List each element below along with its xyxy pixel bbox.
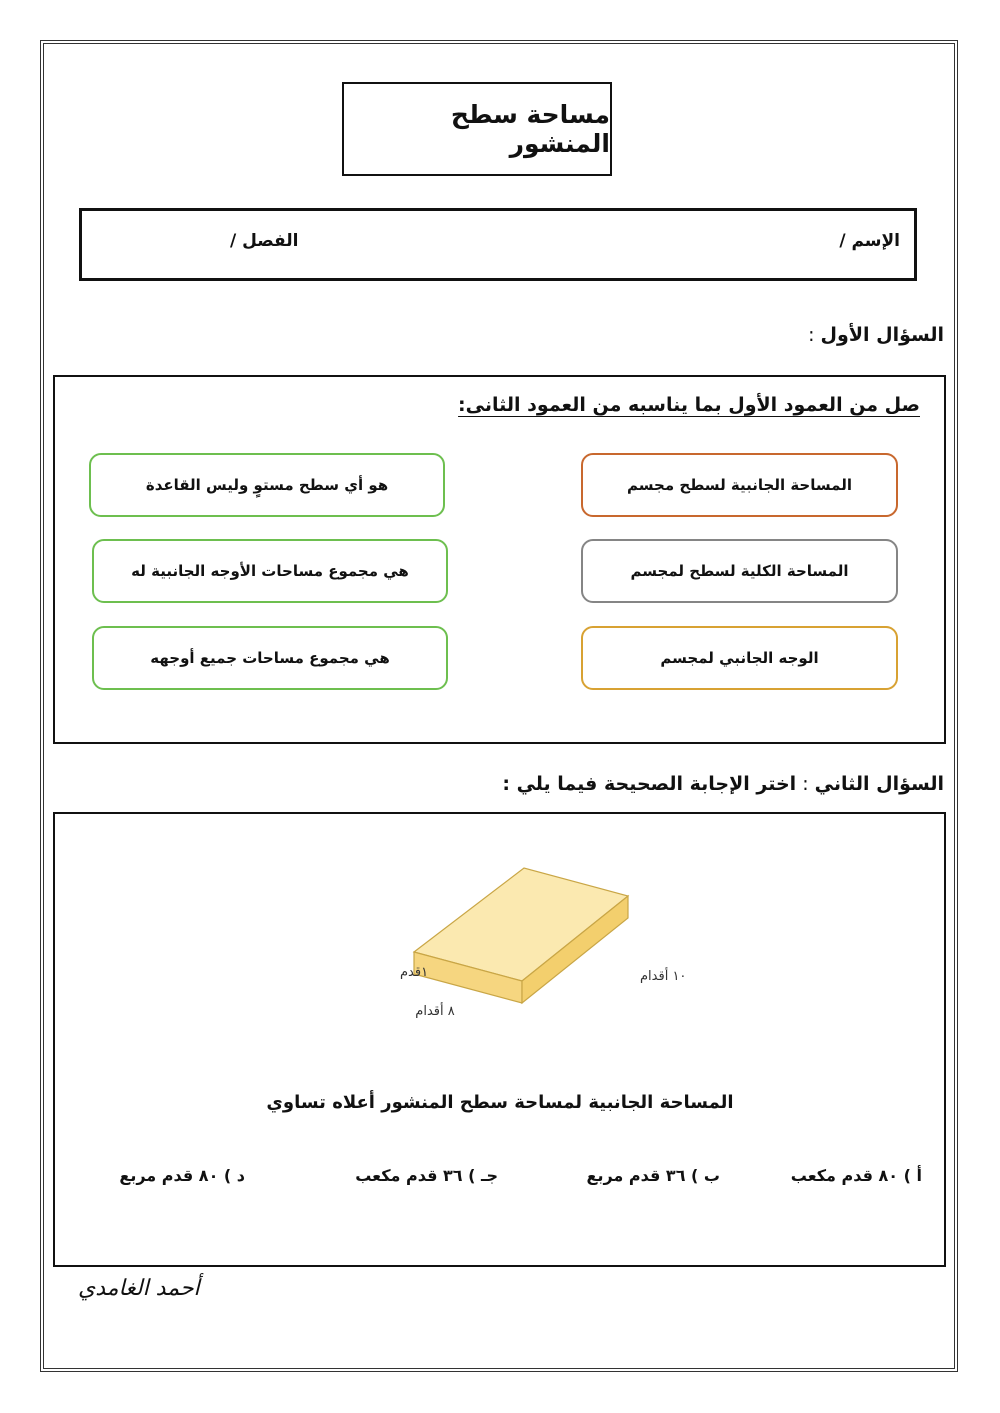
option-b[interactable] — [587, 1166, 720, 1185]
option-letter: د ) — [223, 1166, 245, 1185]
matching-instruction: صل من العمود الأول بما يناسبه من العمود الثانى: — [458, 394, 920, 416]
author-signature: أحمد الغامدي — [78, 1276, 200, 1301]
option-d[interactable] — [119, 1166, 245, 1185]
prism-height-label: ١قدم — [400, 965, 429, 980]
option-value: ٨٠ قدم مكعب — [790, 1166, 899, 1185]
match-right-text: هو أي سطح مستوٍ وليس القاعدة — [145, 476, 389, 494]
option-value: ٣٦ قدم مكعب — [355, 1166, 463, 1185]
prism-svg — [340, 860, 687, 1030]
match-right-item[interactable] — [92, 539, 448, 603]
prism-length-label: ١٠ أقدام — [640, 969, 687, 984]
match-left-item[interactable] — [581, 626, 898, 690]
prism-figure — [340, 860, 687, 1030]
question2-title: السؤال الثاني — [814, 773, 944, 795]
match-left-text: المساحة الكلية لسطح لمجسم — [630, 562, 849, 580]
question1-colon: : — [808, 324, 815, 346]
question1-title: السؤال الأول — [820, 324, 944, 346]
question1-heading — [802, 324, 944, 346]
option-value: ٣٦ قدم مربع — [586, 1166, 686, 1185]
match-right-text: هي مجموع مساحات الأوجه الجانبية له — [131, 562, 409, 580]
match-left-item[interactable] — [581, 453, 898, 517]
option-c[interactable] — [355, 1166, 498, 1185]
student-info-box — [79, 208, 917, 281]
match-left-item[interactable] — [581, 539, 898, 603]
option-letter: أ ) — [903, 1166, 922, 1185]
prism-width-label: ٨ أقدام — [415, 1004, 455, 1019]
question2-sep: : — [802, 773, 809, 795]
match-left-text: الوجه الجانبي لمجسم — [660, 649, 819, 667]
option-a[interactable] — [791, 1166, 922, 1185]
option-letter: ب ) — [691, 1166, 720, 1185]
option-value: ٨٠ قدم مربع — [119, 1166, 219, 1185]
match-right-item[interactable] — [92, 626, 448, 690]
name-label[interactable]: الإسم / — [839, 231, 900, 251]
match-right-text: هي مجموع مساحات جميع أوجهه — [150, 649, 390, 667]
class-label[interactable]: الفصل / — [230, 231, 299, 251]
worksheet-title: مساحة سطح المنشور — [342, 82, 612, 176]
option-letter: جـ ) — [468, 1166, 498, 1185]
question2-statement: المساحة الجانبية لمساحة سطح المنشور أعلاه تساوي — [266, 1092, 734, 1113]
question2-prompt: اختر الإجابة الصحيحة فيما يلي : — [502, 773, 797, 795]
match-right-item[interactable] — [89, 453, 445, 517]
match-left-text: المساحة الجانبية لسطح مجسم — [627, 476, 852, 494]
question2-heading — [502, 773, 944, 795]
